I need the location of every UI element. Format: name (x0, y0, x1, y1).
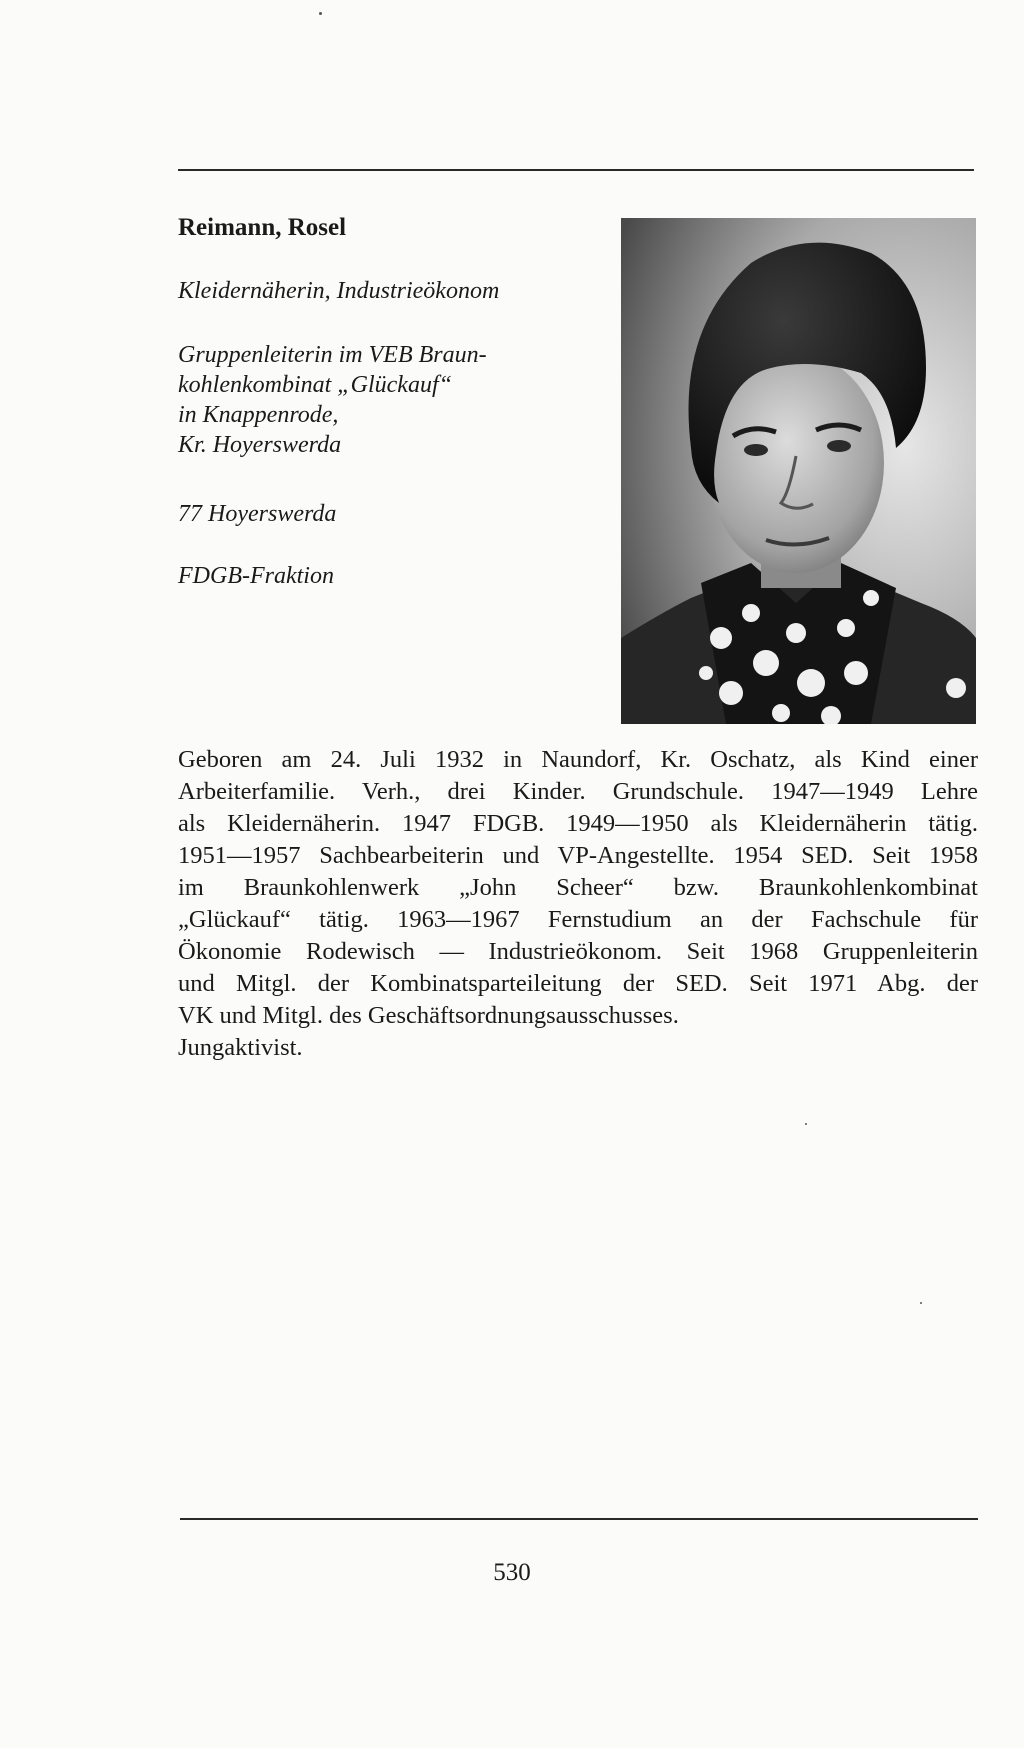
page-number: 530 (493, 1559, 531, 1586)
entry-position (178, 340, 487, 460)
print-speck (805, 1123, 807, 1125)
entry-address: 77 Hoyerswerda (178, 501, 337, 527)
entry-faction: FDGB-Fraktion (178, 563, 334, 589)
biography-line: im Braunkohlenwerk „John Scheer“ bzw. Braunkohlenkombinat (178, 874, 978, 901)
position-line: Gruppenleiterin im VEB Braun- (178, 342, 487, 368)
biography-line: Geboren am 24. Juli 1932 in Naundorf, Kr. Oschatz, als Kind einer (178, 746, 978, 773)
biography-line: VK und Mitgl. des Geschäftsordnungsausschusses. (178, 1002, 679, 1029)
top-rule (178, 169, 974, 171)
print-speck (920, 1302, 922, 1304)
position-line: in Knappenrode, (178, 402, 339, 428)
portrait-photo (621, 218, 976, 724)
biography-line: Arbeiterfamilie. Verh., drei Kinder. Grundschule. 1947—1949 Lehre (178, 778, 978, 805)
biography-text (178, 744, 978, 1064)
position-line: kohlenkombinat „Glückauf“ (178, 372, 452, 398)
biography-line: als Kleidernäherin. 1947 FDGB. 1949—1950 als Kleidernäherin tätig. (178, 810, 978, 837)
position-line: Kr. Hoyerswerda (178, 432, 342, 458)
bottom-rule (180, 1518, 978, 1520)
entry-name: Reimann, Rosel (178, 214, 347, 241)
biography-line: Ökonomie Rodewisch — Industrieökonom. Seit 1968 Gruppenleiterin (178, 938, 978, 965)
biography-line: und Mitgl. der Kombinatsparteileitung der SED. Seit 1971 Abg. der (178, 970, 978, 997)
entry-occupation: Kleidernäherin, Industrieökonom (178, 278, 500, 304)
biography-line: „Glückauf“ tätig. 1963—1967 Fernstudium an der Fachschule für (178, 906, 978, 933)
biography-line: Jungaktivist. (178, 1034, 303, 1061)
print-speck (319, 12, 322, 15)
biography-line: 1951—1957 Sachbearbeiterin und VP-Angestellte. 1954 SED. Seit 1958 (178, 842, 978, 869)
